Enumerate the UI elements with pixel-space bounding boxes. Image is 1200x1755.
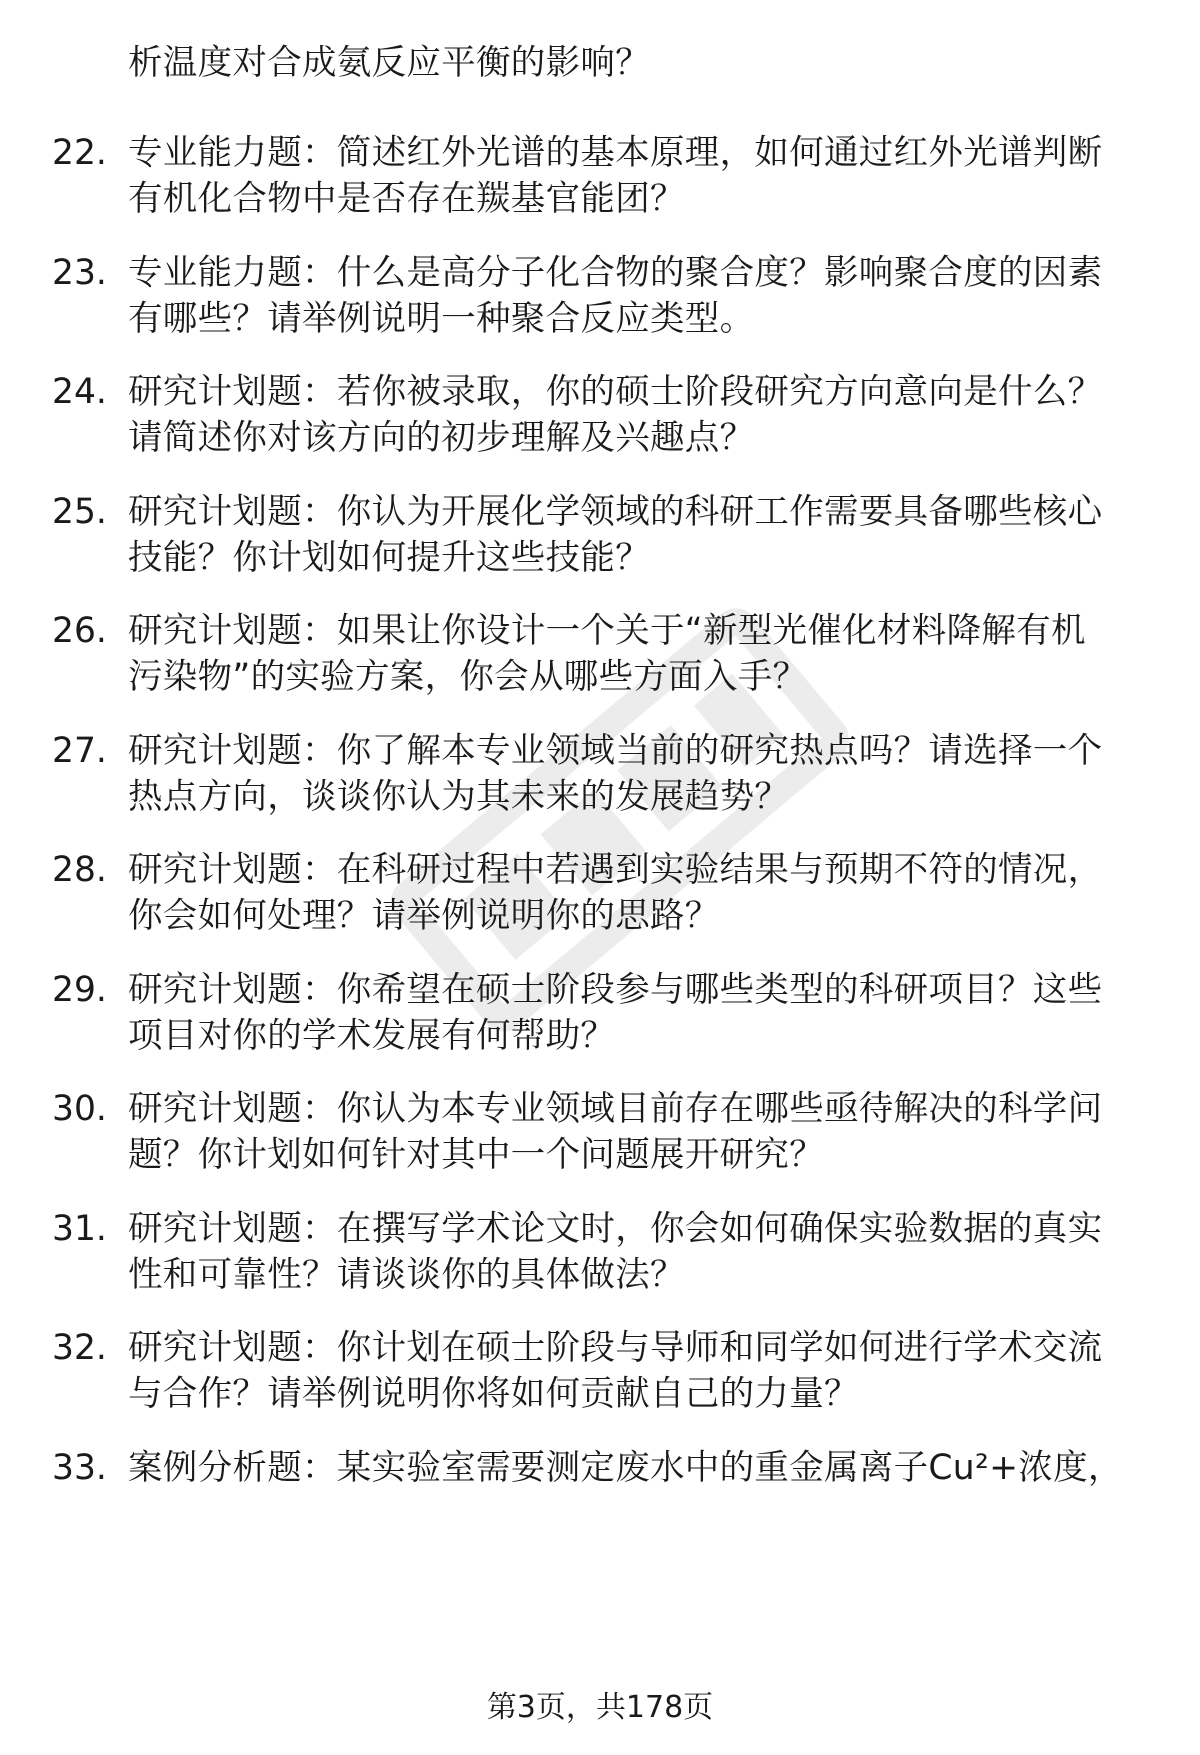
question-number: 26. <box>52 611 107 651</box>
question-line: 研究计划题：如果让你设计一个关于“新型光催化材料降解有机 <box>128 611 1086 651</box>
question-number: 30. <box>52 1089 107 1129</box>
question-line: 与合作？请举例说明你将如何贡献自己的力量？ <box>128 1374 859 1414</box>
question-line: 专业能力题：简述红外光谱的基本原理，如何通过红外光谱判断 <box>128 133 1103 173</box>
question-number: 28. <box>52 850 107 890</box>
question-line: 热点方向，谈谈你认为其未来的发展趋势？ <box>128 777 790 817</box>
question-number: 23. <box>52 253 107 293</box>
question-number: 24. <box>52 372 107 412</box>
question-line: 有哪些？请举例说明一种聚合反应类型。 <box>128 299 755 339</box>
question-number: 33. <box>52 1448 107 1488</box>
lead-line: 析温度对合成氨反应平衡的影响？ <box>128 43 650 83</box>
question-line: 研究计划题：在撰写学术论文时，你会如何确保实验数据的真实 <box>128 1209 1103 1249</box>
question-line: 研究计划题：你希望在硕士阶段参与哪些类型的科研项目？这些 <box>128 970 1103 1010</box>
question-line: 技能？你计划如何提升这些技能？ <box>128 538 650 578</box>
question-line: 研究计划题：你认为本专业领域目前存在哪些亟待解决的科学问 <box>128 1089 1103 1129</box>
page-footer: 第3页，共178页 <box>486 1690 714 1725</box>
question-line: 研究计划题：你了解本专业领域当前的研究热点吗？请选择一个 <box>128 731 1103 771</box>
question-line: 研究计划题：若你被录取，你的硕士阶段研究方向意向是什么？ <box>128 372 1103 412</box>
question-number: 29. <box>52 970 107 1010</box>
question-line: 性和可靠性？请谈谈你的具体做法？ <box>128 1255 685 1295</box>
question-number: 31. <box>52 1209 107 1249</box>
question-line: 题？你计划如何针对其中一个问题展开研究？ <box>128 1135 824 1175</box>
question-line: 研究计划题：你认为开展化学领域的科研工作需要具备哪些核心 <box>128 492 1103 532</box>
question-line: 你会如何处理？请举例说明你的思路？ <box>128 896 720 936</box>
question-number: 22. <box>52 133 107 173</box>
question-line: 研究计划题：在科研过程中若遇到实验结果与预期不符的情况， <box>128 850 1103 890</box>
question-line: 研究计划题：你计划在硕士阶段与导师和同学如何进行学术交流 <box>128 1328 1103 1368</box>
question-number: 32. <box>52 1328 107 1368</box>
question-line: 有机化合物中是否存在羰基官能团？ <box>128 179 685 219</box>
question-line: 项目对你的学术发展有何帮助？ <box>128 1016 616 1056</box>
question-line: 请简述你对该方向的初步理解及兴趣点？ <box>128 418 755 458</box>
question-line: 污染物”的实验方案，你会从哪些方面入手？ <box>128 657 808 697</box>
question-number: 27. <box>52 731 107 771</box>
question-line: 案例分析题：某实验室需要测定废水中的重金属离子Cu²+浓度， <box>128 1448 1123 1488</box>
question-line: 专业能力题：什么是高分子化合物的聚合度？影响聚合度的因素 <box>128 253 1103 293</box>
question-number: 25. <box>52 492 107 532</box>
